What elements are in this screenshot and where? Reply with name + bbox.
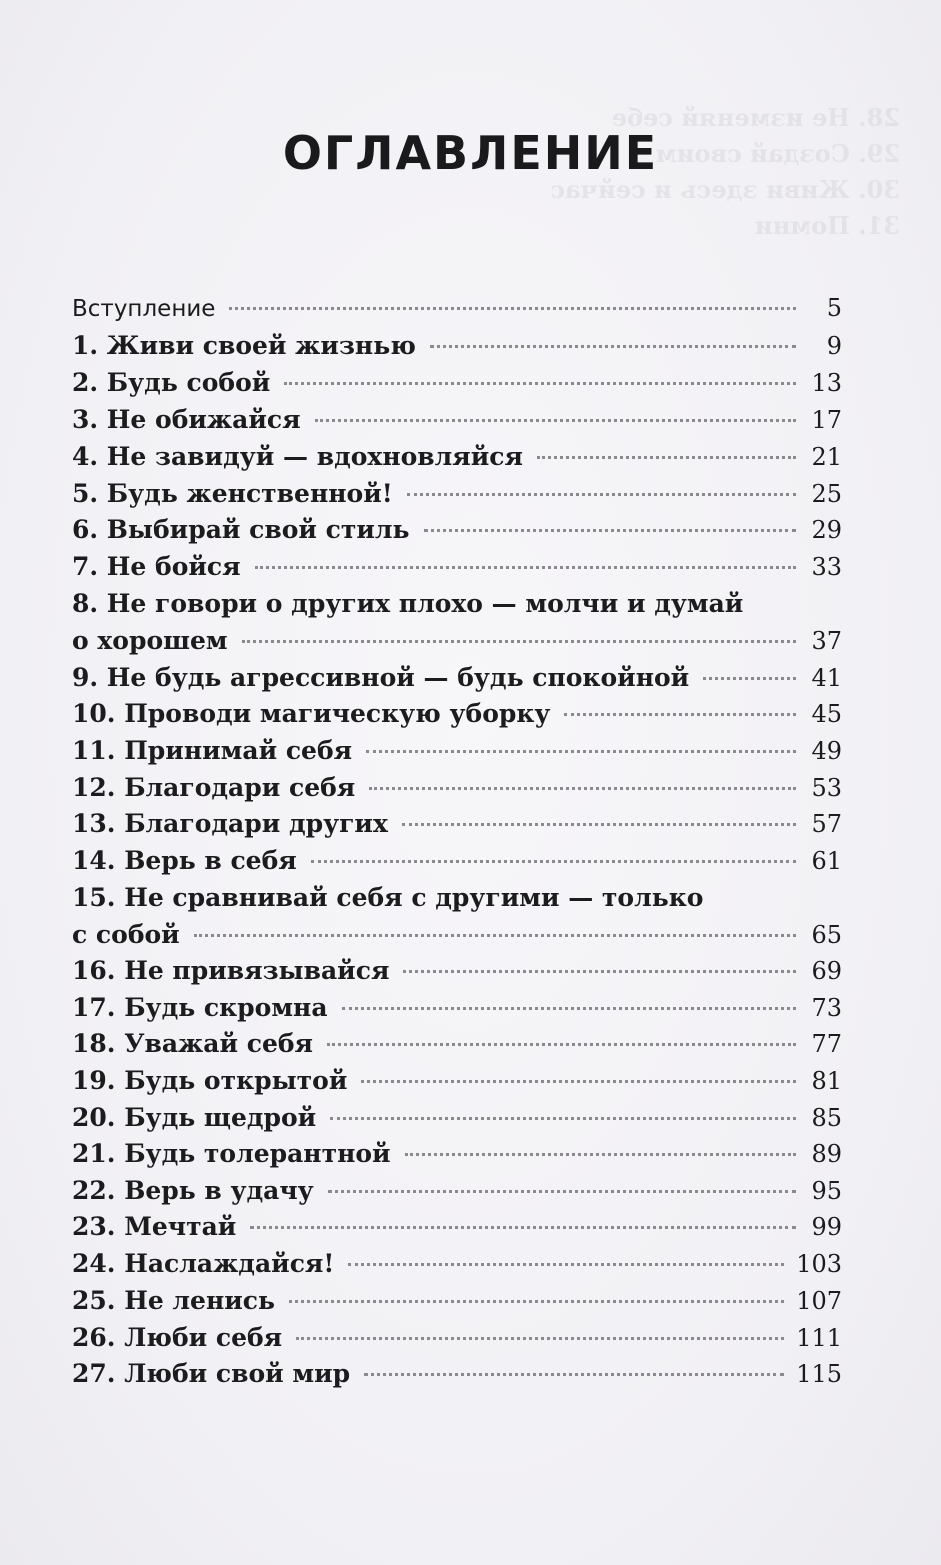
toc-entry-label: 27. Люби свой мир [72, 1359, 351, 1388]
dot-leader [405, 1153, 796, 1156]
toc-entry-page: 9 [826, 332, 842, 360]
toc-entry [72, 328, 842, 364]
dot-leader [296, 1337, 784, 1340]
toc-entry-page: 99 [811, 1213, 842, 1241]
toc-entry [72, 1320, 842, 1356]
toc-entry [72, 1026, 842, 1062]
dot-leader [255, 566, 796, 569]
toc-entry-label: 25. Не ленись [72, 1286, 275, 1315]
toc-entry-label: 20. Будь щедрой [72, 1103, 317, 1132]
toc-entry [72, 660, 842, 696]
toc-entry-label: 23. Мечтай [72, 1212, 237, 1241]
toc-entry-page: 33 [811, 553, 842, 581]
toc-entry-label: 4. Не завидуй — вдохновляйся [72, 442, 524, 471]
toc-entry [72, 549, 842, 585]
toc-entry-label: 21. Будь толерантной [72, 1139, 391, 1168]
toc-entry-label-continued: с собой [72, 920, 180, 949]
dot-leader [327, 1043, 796, 1046]
toc-entry-label: Вступление [72, 296, 216, 322]
dot-leader [364, 1373, 784, 1376]
toc-entry [72, 290, 842, 326]
dot-leader [348, 1263, 784, 1266]
dot-leader [369, 787, 796, 790]
dot-leader [403, 970, 796, 973]
toc-entry-page: 65 [811, 921, 842, 949]
toc-entry-page: 49 [811, 737, 842, 765]
toc-entry-label: 24. Наслаждайся! [72, 1249, 335, 1278]
toc-entry [72, 953, 842, 989]
toc-entry-label: 1. Живи своей жизнью [72, 331, 416, 360]
toc-entry [72, 512, 842, 548]
toc-entry-page: 107 [796, 1287, 842, 1315]
dot-leader [315, 419, 796, 422]
toc-entry [72, 476, 842, 512]
toc-entry-page: 103 [796, 1250, 842, 1278]
toc-entry-page: 111 [796, 1324, 842, 1352]
toc-entry-label: 8. Не говори о других плохо — молчи и думай [72, 589, 744, 618]
toc-entry [72, 696, 842, 732]
toc-entry [72, 365, 842, 401]
toc-entry-label: 13. Благодари других [72, 809, 388, 838]
toc-entry-label: 3. Не обижайся [72, 405, 301, 434]
toc-entry-page: 69 [811, 957, 842, 985]
toc-entry-label: 7. Не бойся [72, 552, 241, 581]
dot-leader [330, 1117, 796, 1120]
toc-entry [72, 1246, 842, 1282]
dot-leader [194, 934, 796, 937]
toc-entry [72, 990, 842, 1026]
toc-entry-label: 9. Не будь агрессивной — будь спокойной [72, 663, 690, 692]
dot-leader [289, 1300, 784, 1303]
toc-entry-label: 17. Будь скромна [72, 993, 328, 1022]
dot-leader [424, 529, 797, 532]
toc-entry-page: 115 [796, 1360, 842, 1388]
toc-entry-page: 85 [811, 1104, 842, 1132]
toc-entry-page: 77 [811, 1030, 842, 1058]
toc-entry-label: 19. Будь открытой [72, 1066, 348, 1095]
toc-entry-page: 89 [811, 1140, 842, 1168]
dot-leader [284, 382, 796, 385]
toc-entry-label: 10. Проводи магическую уборку [72, 699, 551, 728]
toc-entry-label: 2. Будь собой [72, 368, 271, 397]
toc-entry [72, 1283, 842, 1319]
dot-leader [250, 1226, 796, 1229]
toc-entry-label: 18. Уважай себя [72, 1029, 314, 1058]
dot-leader [537, 456, 796, 459]
toc-entry-page: 57 [811, 810, 842, 838]
dot-leader [242, 640, 796, 643]
dot-leader [402, 823, 796, 826]
dot-leader [342, 1007, 796, 1010]
page-title: ОГЛАВЛЕНИЕ [282, 126, 659, 180]
toc-entry-page: 13 [811, 369, 842, 397]
toc-entry [72, 1136, 842, 1172]
dot-leader [703, 677, 796, 680]
toc-entry [72, 1173, 842, 1209]
toc-entry [72, 843, 842, 879]
toc-entry [72, 1063, 842, 1099]
toc-entry-label: 26. Люби себя [72, 1323, 283, 1352]
toc-entry-page: 21 [811, 443, 842, 471]
toc-entry-page: 73 [811, 994, 842, 1022]
toc-entry-page: 5 [826, 294, 842, 322]
toc-entry-page: 81 [811, 1067, 842, 1095]
toc-entry [72, 806, 842, 842]
dot-leader [311, 860, 796, 863]
toc-entry [72, 733, 842, 769]
toc-entry-line1 [72, 586, 842, 622]
toc-entry [72, 1209, 842, 1245]
toc-entry [72, 439, 842, 475]
toc-entry-page: 95 [811, 1177, 842, 1205]
dot-leader [430, 345, 796, 348]
toc-entry-label: 14. Верь в себя [72, 846, 297, 875]
dot-leader [229, 307, 796, 310]
toc-entry-page: 37 [811, 627, 842, 655]
toc-entry [72, 770, 842, 806]
toc-entry-line1 [72, 880, 842, 916]
dot-leader [407, 493, 796, 496]
toc-entry-label-continued: о хорошем [72, 626, 228, 655]
toc-entry-label: 6. Выбирай свой стиль [72, 515, 410, 544]
dot-leader [361, 1080, 796, 1083]
toc-entry-label: 15. Не сравнивай себя с другими — только [72, 883, 704, 912]
toc-entry [72, 402, 842, 438]
toc-entry-line2 [72, 623, 842, 659]
toc-entry-page: 25 [811, 480, 842, 508]
toc-entry-label: 12. Благодари себя [72, 773, 356, 802]
toc-entry-page: 61 [811, 847, 842, 875]
toc-entry-page: 29 [811, 516, 842, 544]
toc-entry-page: 53 [811, 774, 842, 802]
dot-leader [328, 1190, 796, 1193]
toc-entry-label: 16. Не привязывайся [72, 956, 390, 985]
dot-leader [366, 750, 796, 753]
toc-entry-page: 45 [811, 700, 842, 728]
toc-entry-line2 [72, 917, 842, 953]
toc-entry-page: 41 [811, 664, 842, 692]
bleed-through-text: 28. Не изменяй себе 29. Создай своим 30. Живи здесь и сейчас 31. Помни [550, 103, 900, 240]
toc-entry-label: 11. Принимай себя [72, 736, 353, 765]
toc-entry [72, 1356, 842, 1392]
toc-entry-label: 22. Верь в удачу [72, 1176, 314, 1205]
dot-leader [564, 713, 796, 716]
toc-entry-page: 17 [811, 406, 842, 434]
toc-entry-label: 5. Будь женственной! [72, 479, 393, 508]
toc-entry [72, 1100, 842, 1136]
